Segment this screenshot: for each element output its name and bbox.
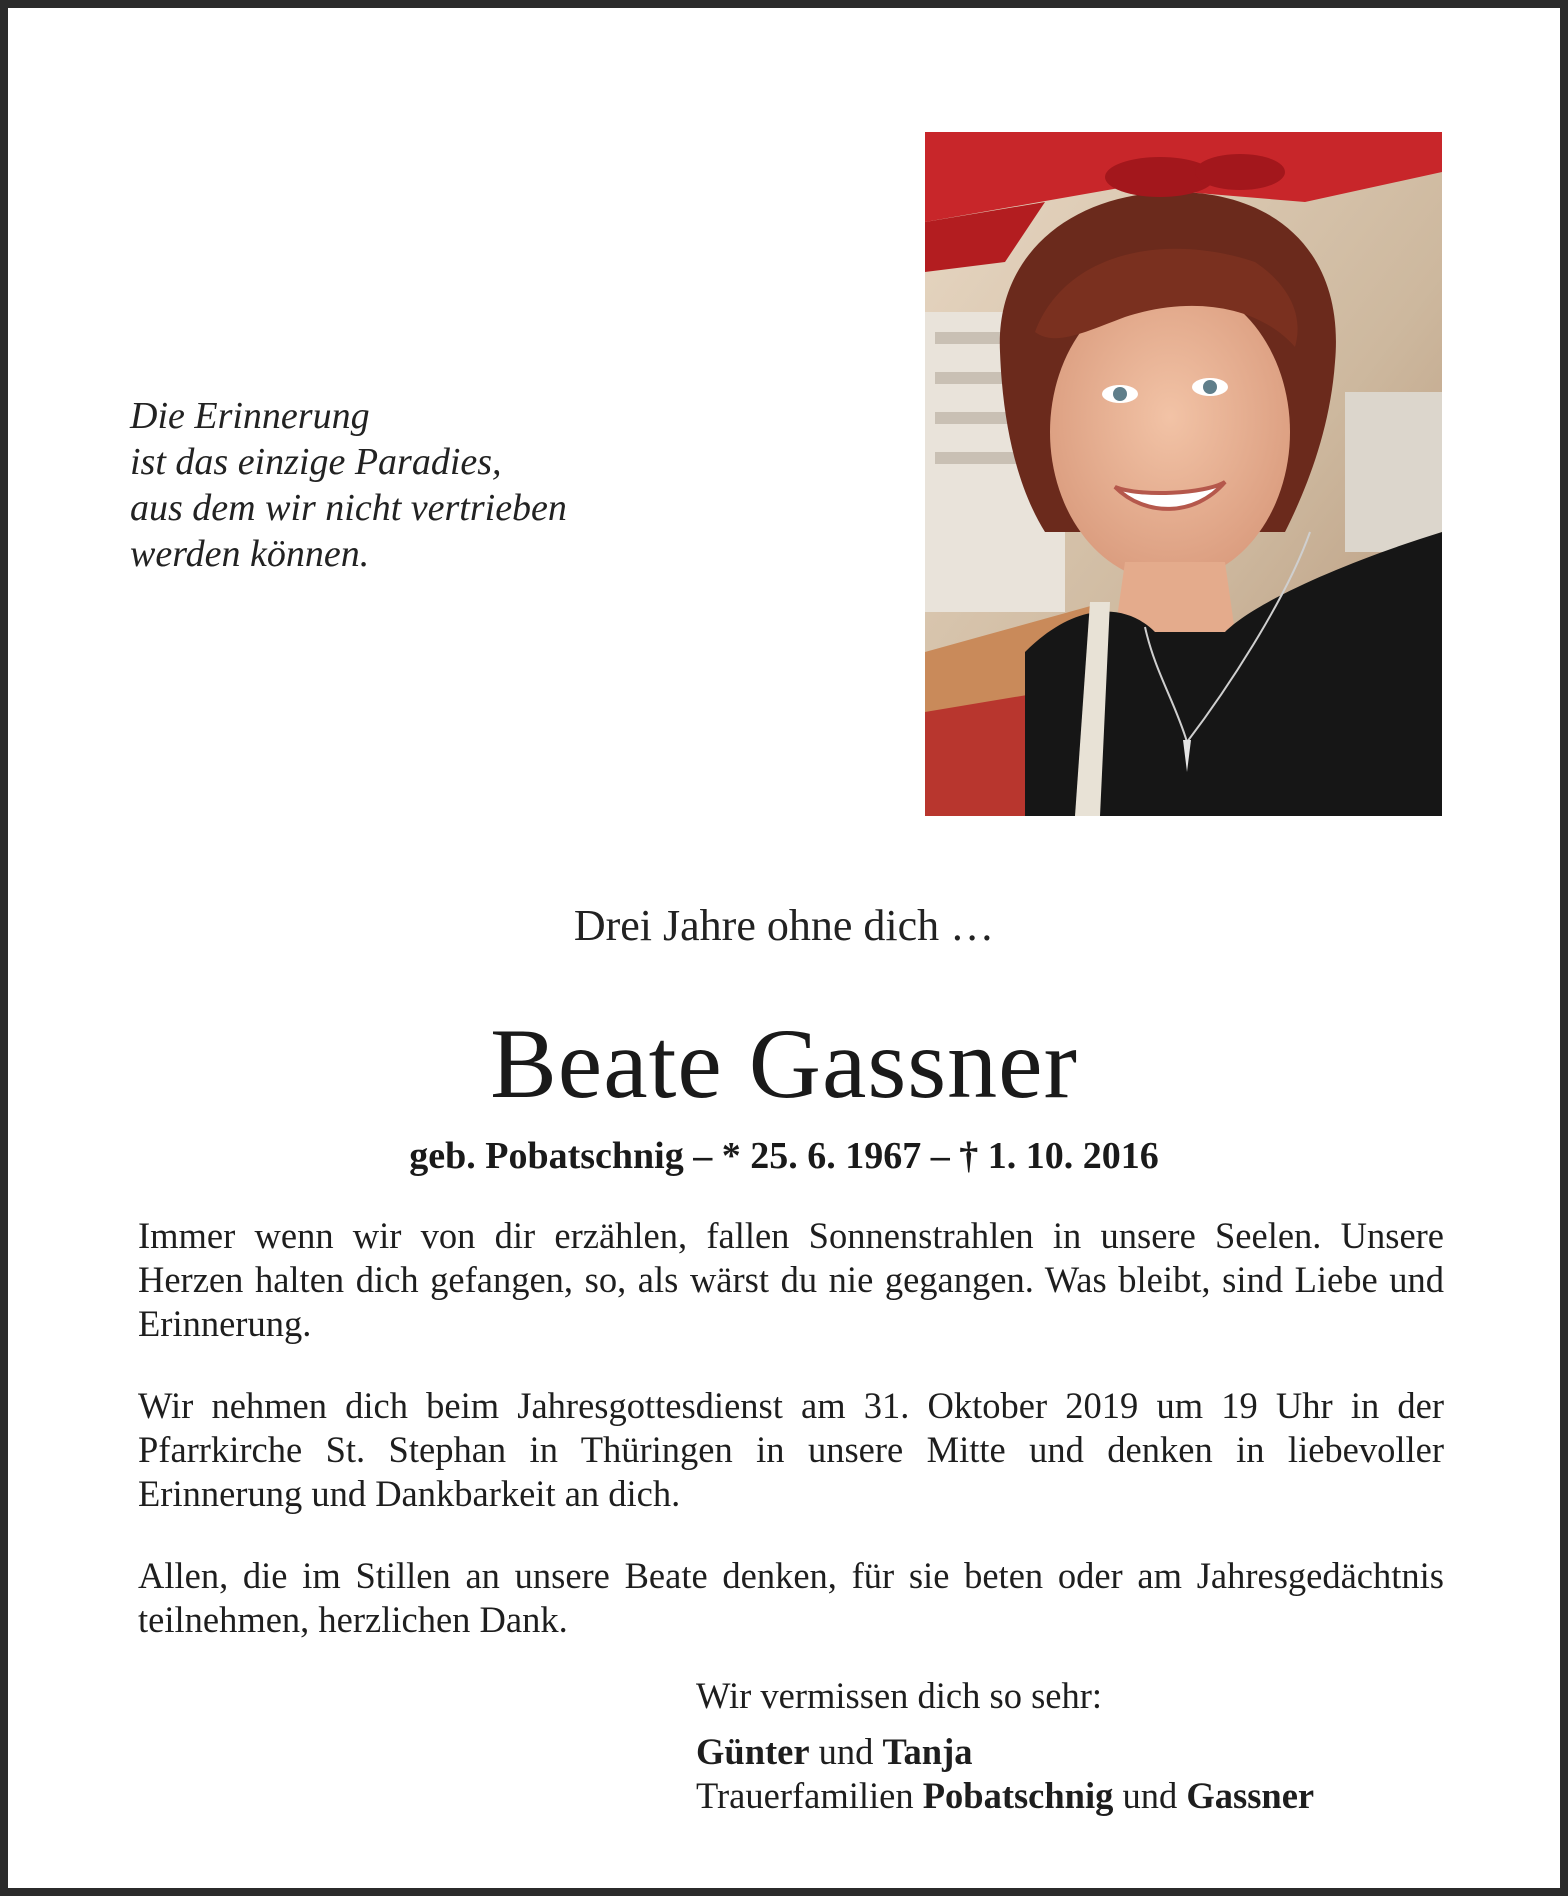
subtitle: Drei Jahre ohne dich … <box>573 901 995 950</box>
quote-line: werden können. <box>130 533 370 575</box>
memorial-quote <box>130 393 650 577</box>
birth-death-dates: geb. Pobatschnig – * 25. 6. 1967 – † 1. 10. 2016 <box>409 1135 1159 1177</box>
quote-line: Die Erinnerung <box>130 395 370 437</box>
signature-families <box>696 1774 1456 1818</box>
paragraph-service: Wir nehmen dich beim Jahresgottesdienst am 31. Oktober 2019 um 19 Uhr in der Pfarrkirche St. Stephan in Thüringen in unsere Mitte und denken in liebevoller Erinnerung und Dankbarkeit an dich. <box>138 1385 1444 1514</box>
conjunction: und <box>1122 1775 1178 1816</box>
paragraph-memories: Immer wenn wir von dir erzählen, fallen Sonnenstrahlen in unsere Seelen. Unsere Herzen halten dich gefangen, so, als wärst du nie gegangen. Was bleibt, sind Liebe und Erinnerung. <box>138 1215 1444 1344</box>
deceased-name: Beate Gassner <box>490 1008 1078 1119</box>
portrait-photo <box>925 132 1442 816</box>
portrait-photo-illustration <box>925 132 1442 816</box>
signature-names <box>696 1730 1456 1774</box>
families-label: Trauerfamilien <box>696 1775 914 1816</box>
family-name: Pobatschnig <box>922 1775 1114 1816</box>
quote-line: ist das einzige Paradies, <box>130 441 502 483</box>
quote-line: aus dem wir nicht vertrieben <box>130 487 567 529</box>
paragraph-thanks: Allen, die im Stillen an unsere Beate denken, für sie beten oder am Jahresgedächtnis teilnehmen, herzlichen Dank. <box>138 1555 1444 1640</box>
signature-intro: Wir vermissen dich so sehr: <box>696 1675 1103 1716</box>
conjunction: und <box>818 1731 874 1772</box>
family-name: Gassner <box>1186 1775 1315 1816</box>
signer-name: Tanja <box>882 1731 973 1772</box>
signer-name: Günter <box>696 1731 810 1772</box>
